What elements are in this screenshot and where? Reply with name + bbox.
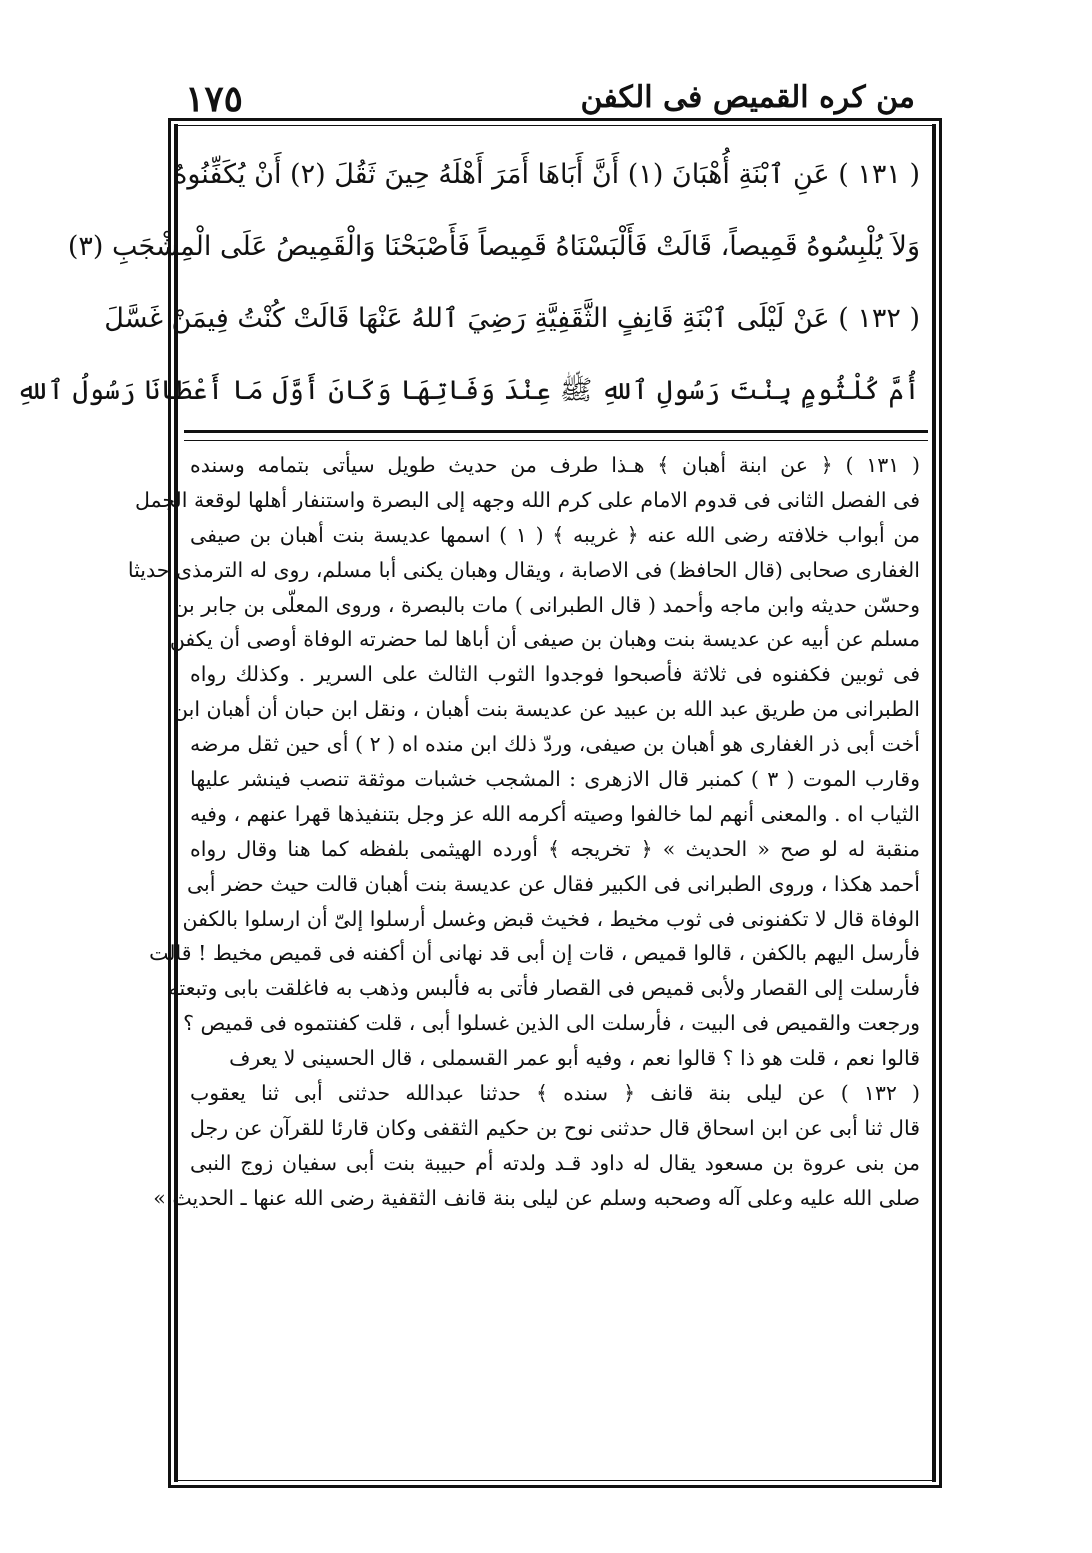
hadith-line: وَلاَ يُلْبِسُوهُ قَمِيصاً، قَالَتْ فَأَلْبَسْنَاهُ قَمِيصاً فَأَصْبَحْنَا وَالْقَمِيصُ عَلَى الْمِشْجَبِ (٣) (67, 230, 920, 262)
section-divider (184, 430, 928, 441)
running-title: من كره القميص فى الكفن (580, 80, 915, 115)
hadith-line: ( ١٣٢ ) عَنْ لَيْلَى ٱبْنَةِ قَانِفٍ الثَّقَفِيَّةِ رَضِيَ ٱللهُ عَنْهَا قَالَتْ كُنْتُ فِيمَنْ غَسَّلَ (104, 302, 920, 334)
commentary-line: فأرسل اليهم بالكفن ، قالوا قميص ، قات إن أبى قد نهانى أن أكفنه فى قميص مخيط ! قالت (149, 941, 920, 966)
commentary-line: ( ١٣٢ ) عن ليلى بنة قانف ﴿ سنده ﴾ حدثنا عبدالله حدثنى أبى ثنا يعقوب (190, 1081, 920, 1106)
commentary-line: قالوا نعم ، قلت هو ذا ؟ قالوا نعم ، وفيه أبو عمر القسملى ، قال الحسينى لا يعرف (229, 1046, 920, 1071)
commentary-line: أخت أبى ذر الغفارى هو أهبان بن صيفى، وردّ ذلك ابن منده اه ( ٢ ) أى حين ثقل مرضه (190, 732, 920, 757)
frame-right-rule (932, 124, 936, 1482)
commentary-line: ورجعت والقميص فى البيت ، فأرسلت الى الذين غسلوا أبى ، قلت كفنتموه فى قميص ؟ (183, 1011, 920, 1036)
hadith-text-block (16, 138, 920, 426)
hadith-line: ( ١٣١ ) عَنِ ٱبْنَةِ أُهْبَانَ (١) أَنَّ أَبَاهَا أَمَرَ أَهْلَهُ حِينَ ثَقُلَ (٢) أَنْ يُكَفِّنُوهُ (173, 158, 920, 190)
commentary-line: الثياب اه . والمعنى أنهم لما خالفوا وصيته أكرمه الله عز وجل بتنفيذها قهرا عنهم ، وفيه (190, 801, 920, 826)
commentary-line: من أبواب خلافته رضى الله عنه ﴿ غريبه ﴾ ( ١ ) اسمها عديسة بنت أهبان بن صيفى (190, 522, 920, 547)
commentary-line: من بنى عروة بن مسعود يقال له داود قـد ولدته أم حبيبة بنت أبى سفيان زوج النبى (190, 1150, 920, 1175)
commentary-line: فأرسلت إلى القصار ولأبى قميص فى القصار فأتى به فألبس وذهب به فاغلقت بابى وتبعته (168, 976, 920, 1001)
commentary-line: وحسّن حديثه وابن ماجه وأحمد ( قال الطبرانى ) مات بالبصرة ، وروى المعلّى بن جابر بن (173, 592, 920, 617)
commentary-line: مسلم عن أبيه عن عديسة بنت وهبان بن صيفى أن أباها لما حضرته الوفاة أوصى أن يكفن (169, 627, 920, 652)
commentary-line: فى الفصل الثانى فى قدوم الامام على كرم الله وجهه إلى البصرة واستنفار أهلها لوقعة الجمل (134, 487, 920, 512)
commentary-line: وقارب الموت ( ٣ ) كمنبر قال الازهرى : المشجب خشبات موثقة تنصب فينشر عليها (190, 767, 921, 792)
commentary-line: فى ثوبين فكفنوه فى ثلاثة فأصبحوا فوجدوا الثوب الثالث على السرير . وكذلك رواه (190, 662, 920, 687)
commentary-line: ( ١٣١ ) ﴿ عن ابنة أهبان ﴾ هـذا طرف من حديث طويل سيأتى بتمامه وسنده (190, 453, 920, 477)
commentary-line: الوفاة قال لا تكفنونى فى ثوب مخيط ، فخيث قبض وغسل أرسلوا إلىّ أن ارسلوا بالكفن (182, 906, 920, 931)
page-number: ١٧٥ (185, 78, 244, 120)
commentary-line: أحمد هكذا ، وروى الطبرانى فى الكبير فقال عن عديسة بنت أهبان قالت حيث حضر أبى (186, 871, 920, 896)
commentary-line: منقبة له لو صح « الحديث » ﴿ تخريجه ﴾ أورده الهيثمى بلفظه كما هنا وقال رواه (190, 836, 920, 861)
commentary-line: الطبرانى من طريق عبد الله بن عبيد عن عديسة بنت أهبان ، ونقل ابن حبان أن أهبان ابن (173, 697, 920, 722)
commentary-line: صلى الله عليه وعلى آله وصحبه وسلم عن ليلى بنة قانف الثقفية رضى الله عنها ـ الحديث » (153, 1185, 920, 1210)
commentary-line: الغفارى صحابى (قال الحافظ) فى الاصابة ، ويقال وهبان يكنى أبا مسلم، روى له الترمذى حديثا (127, 557, 920, 582)
commentary-line: قال ثنا أبى عن ابن اسحاق قال حدثنى نوح بن حكيم الثقفى وكان قارئا للقرآن عن رجل (190, 1115, 920, 1140)
commentary-block (127, 448, 921, 1216)
page-header (175, 72, 935, 118)
hadith-line: أُمَّ كُلْثُومٍ بِنْتَ رَسُولِ ٱللهِ ﷺ عِنْدَ وَفَاتِهَا وَكَانَ أَوَّلَ مَا أَعْطَانَا رَسُولُ ٱللهِ (16, 374, 920, 406)
